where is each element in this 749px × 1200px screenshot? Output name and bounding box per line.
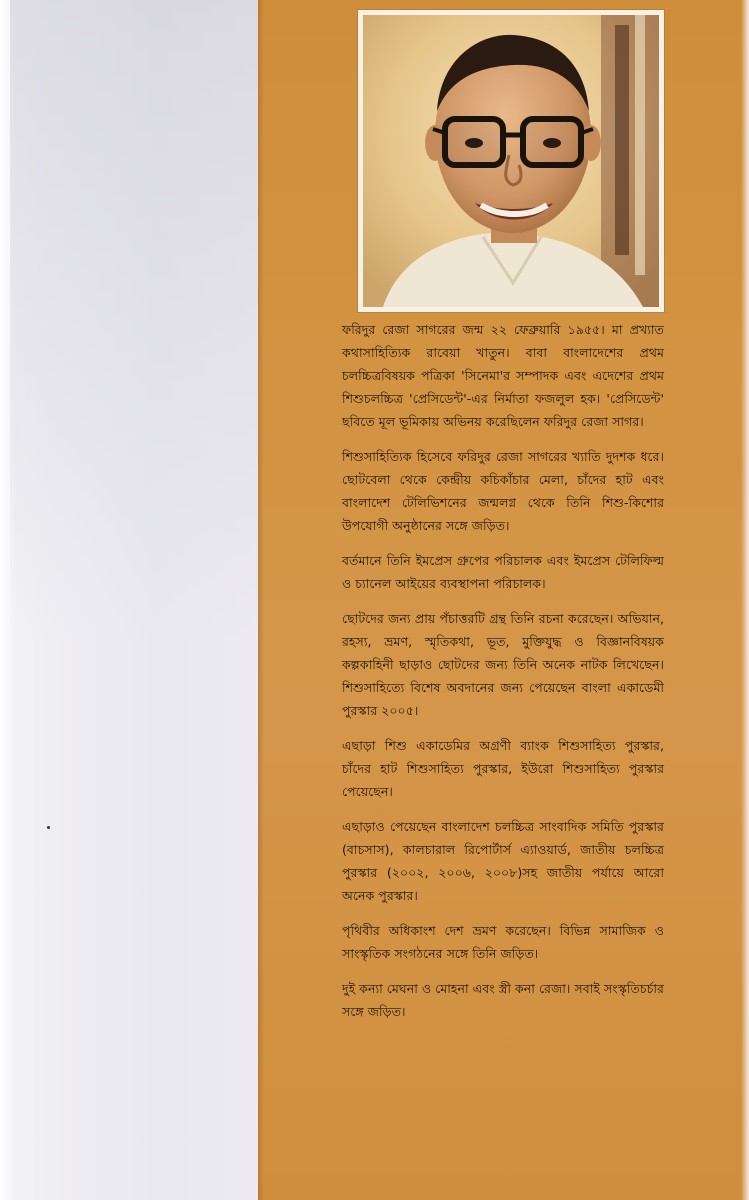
speck: [47, 826, 50, 829]
flap-shadow: [10, 0, 258, 640]
bio-paragraph-travel: পৃথিবীর অধিকাংশ দেশ ভ্রমণ করেছেন। বিভিন্ন সামাজিক ও সাংস্কৃতিক সংগঠনের সঙ্গে তিনি জড়িত।: [342, 923, 664, 961]
bio-paragraph-books: ছোটদের জন্য প্রায় পঁচাত্তরটি গ্রন্থ তিনি রচনা করেছেন। অভিযান, রহস্য, ভ্রমণ, স্মৃতিকথা, ভূত, মুক্তিযুদ্ধ ও বিজ্ঞানবিষয়ক কল্পকাহিনী ছাড়াও ছোটদের জন্য তিনি অনেক নাটক লিখেছেন। শিশুসাহিত্যে বিশেষ অবদানের জন্য পেয়েছেন বাংলা একাডেমী পুরস্কার ২০০৫।: [342, 611, 664, 718]
author-photo-frame: [358, 10, 664, 312]
bio-paragraph-family: দুই কন্যা মেঘনা ও মোহনা এবং স্ত্রী কনা রেজা। সবাই সংস্কৃতিচর্চার সঙ্গে জড়িত।: [342, 981, 664, 1019]
panel-inner-edge: [258, 0, 264, 1200]
bio-paragraph-birth: ফরিদুর রেজা সাগরের জন্ম ২২ ফেব্রুয়ারি ১৯৫৫। মা প্রখ্যাত কথাসাহিত্যিক রাবেয়া খাতুন। বাবা বাংলাদেশের প্রথম চলচ্চিত্রবিষয়ক পত্রিকা 'সিনেমা'র সম্পাদক এবং এদেশের প্রথম শিশুচলচ্চিত্র 'প্রেসিডেন্ট'-এর নির্মাতা ফজলুল হক। 'প্রেসিডেন্ট' ছবিতে মূল ভূমিকায় অভিনয় করেছিলেন ফরিদুর রেজা সাগর।: [342, 322, 664, 429]
bio-paragraph-film-awards: এছাড়াও পেয়েছেন বাংলাদেশ চলচ্চিত্র সাংবাদিক সমিতি পুরস্কার (বাচসাস), কালচারাল রিপোর্টার্স এ্যাওয়ার্ড, জাতীয় চলচ্চিত্র পুরস্কার (২০০২, ২০০৬, ২০০৮)সহ জাতীয় পর্যায়ে আরো অনেক পুরস্কার।: [342, 819, 664, 903]
bio-paragraph-literary-awards: এছাড়া শিশু একাডেমির অগ্রণী ব্যাংক শিশুসাহিত্য পুরস্কার, চাঁদের হাট শিশুসাহিত্য পুরস্কার, ইউরো শিশুসাহিত্য পুরস্কার পেয়েছেন।: [342, 738, 664, 799]
bio-paragraph-current-role: বর্তমানে তিনি ইমপ্রেস গ্রুপের পরিচালক এবং ইমপ্রেস টেলিফিল্ম ও চ্যানেল আইয়ের ব্যবস্থাপনা পরিচালক।: [342, 553, 664, 591]
author-portrait-illustration: [363, 15, 659, 307]
panel-right-edge: [741, 0, 749, 1200]
bio-paragraph-career: শিশুসাহিত্যিক হিসেবে ফরিদুর রেজা সাগরের খ্যাতি দুদশক ধরে। ছোটবেলা থেকে কেন্দ্রীয় কচিকাঁচার মেলা, চাঁদের হাট এবং বাংলাদেশ টেলিভিশনের জন্মলগ্ন থেকে তিনি শিশু-কিশোর উপযোগী অনুষ্ঠানের সঙ্গে জড়িত।: [342, 449, 664, 533]
author-biography: [342, 318, 664, 1035]
inner-flap: [0, 0, 258, 1200]
author-photo: [363, 15, 659, 307]
